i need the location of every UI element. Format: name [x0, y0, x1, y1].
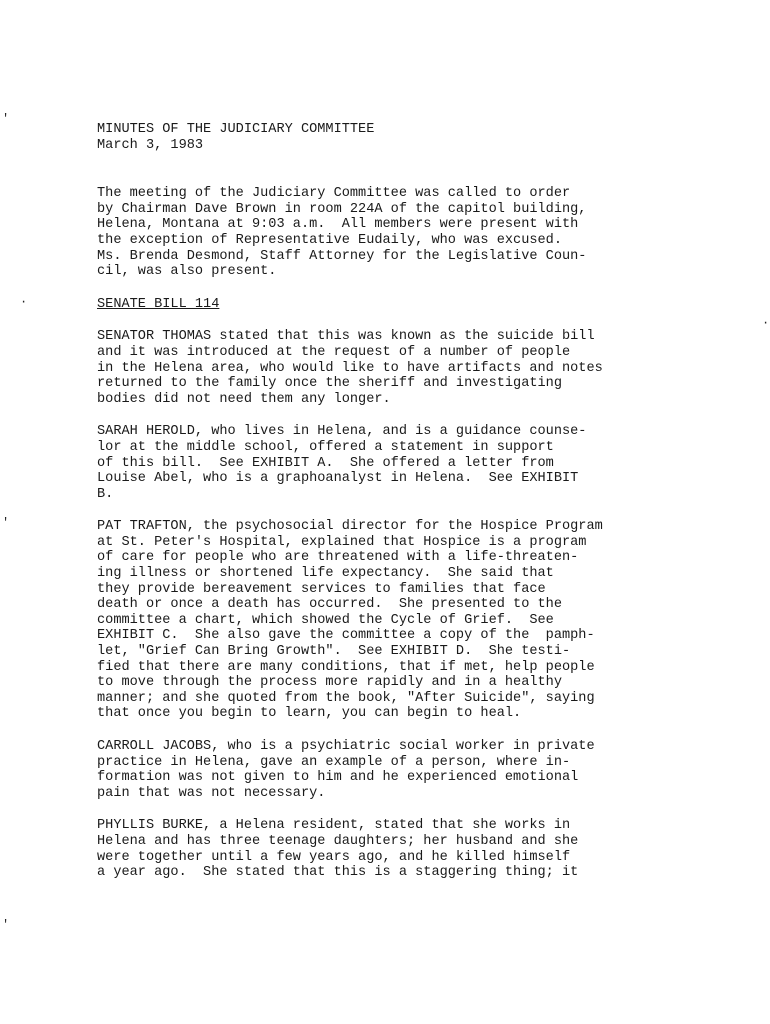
margin-mark: · [762, 316, 770, 330]
text-line: manner; and she quoted from the book, "After Suicide", saying [97, 690, 595, 706]
section-heading-text: SENATE BILL 114 [97, 296, 220, 312]
text-line: in the Helena area, who would like to have artifacts and notes [97, 360, 603, 376]
document-body [97, 122, 697, 898]
text-line: and it was introduced at the request of a number of people [97, 344, 571, 360]
text-line: EXHIBIT C. She also gave the committee a copy of the pamph- [97, 628, 595, 644]
text-line: PAT TRAFTON, the psychosocial director for the Hospice Program [97, 519, 603, 535]
testimony-paragraph [97, 739, 697, 801]
text-line: cil, was also present. [97, 264, 277, 280]
text-line: bodies did not need them any longer. [97, 391, 391, 407]
text-line: a year ago. She stated that this is a staggering thing; it [97, 865, 579, 881]
testimony-paragraph [97, 424, 697, 502]
text-line: ing illness or shortened life expectancy. She said that [97, 566, 554, 582]
text-line: lor at the middle school, offered a statement in support [97, 439, 554, 455]
margin-mark: ' [2, 918, 10, 932]
testimony-paragraph [97, 519, 697, 722]
intro-paragraph [97, 186, 697, 280]
title-line: MINUTES OF THE JUDICIARY COMMITTEE [97, 122, 375, 137]
text-line: death or once a death has occurred. She presented to the [97, 597, 562, 613]
text-line: formation was not given to him and he experienced emotional [97, 770, 579, 786]
text-line: of this bill. See EXHIBIT A. She offered a letter from [97, 455, 554, 471]
text-line: SARAH HEROLD, who lives in Helena, and is a guidance counse- [97, 424, 587, 440]
document-title [97, 122, 697, 153]
text-line: Ms. Brenda Desmond, Staff Attorney for the Legislative Coun- [97, 248, 587, 264]
text-line: the exception of Representative Eudaily, who was excused. [97, 232, 562, 248]
text-line: Louise Abel, who is a graphoanalyst in Helena. See EXHIBIT [97, 471, 579, 487]
text-line: committee a chart, which showed the Cycle of Grief. See [97, 612, 554, 628]
text-line: let, "Grief Can Bring Growth". See EXHIBIT D. She testi- [97, 644, 571, 660]
text-line: Helena and has three teenage daughters; her husband and she [97, 833, 579, 849]
testimony-paragraph [97, 329, 697, 407]
text-line: they provide bereavement services to families that face [97, 581, 546, 597]
text-line: to move through the process more rapidly and in a healthy [97, 675, 562, 691]
margin-mark: · [20, 295, 28, 309]
text-line: were together until a few years ago, and he killed himself [97, 849, 571, 865]
text-line: The meeting of the Judiciary Committee was called to order [97, 186, 571, 202]
testimony-paragraph [97, 818, 697, 880]
text-line: at St. Peter's Hospital, explained that Hospice is a program [97, 534, 587, 550]
text-line: SENATOR THOMAS stated that this was known as the suicide bill [97, 329, 595, 345]
text-line: B. [97, 486, 114, 502]
text-line: practice in Helena, gave an example of a person, where in- [97, 754, 571, 770]
text-line: PHYLLIS BURKE, a Helena resident, stated that she works in [97, 818, 571, 834]
section-heading [97, 297, 697, 313]
date-line: March 3, 1983 [97, 137, 204, 153]
text-line: of care for people who are threatened with a life-threaten- [97, 550, 579, 566]
text-line: pain that was not necessary. [97, 785, 326, 801]
text-line: returned to the family once the sheriff and investigating [97, 376, 562, 392]
text-line: by Chairman Dave Brown in room 224A of the capitol building, [97, 201, 587, 217]
margin-mark: ' [2, 516, 10, 530]
text-line: fied that there are many conditions, that if met, help people [97, 659, 595, 675]
text-line: that once you begin to learn, you can begin to heal. [97, 706, 522, 722]
text-line: CARROLL JACOBS, who is a psychiatric social worker in private [97, 739, 595, 754]
text-line: Helena, Montana at 9:03 a.m. All members were present with [97, 217, 579, 233]
margin-mark: ' [2, 112, 10, 126]
